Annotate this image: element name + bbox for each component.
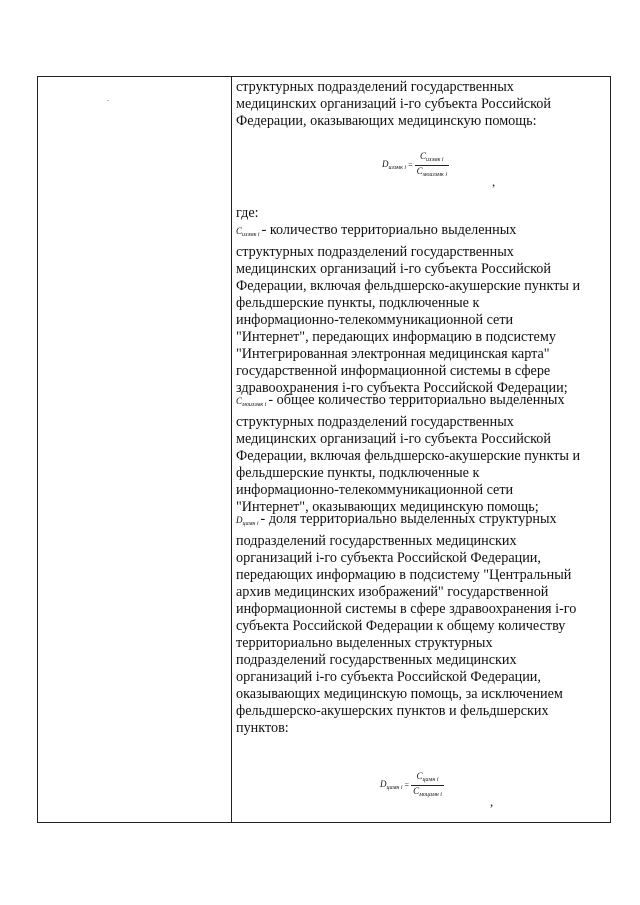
formula-2-denominator: $C_{моцамн i}$ (413, 786, 442, 798)
definition-line: подразделений государственных медицинских (236, 652, 517, 668)
definition-line: структурных подразделений государственных (236, 414, 514, 430)
definition-line: "Интегрированная электронная медицинская карта" (236, 346, 550, 362)
definition-line: фельдшерские пункты, подключенные к (236, 295, 480, 311)
formula-2-fraction (411, 771, 444, 800)
definition-line: медицинских организаций i-го субъекта Российской (236, 431, 551, 447)
where-label: где: (236, 205, 259, 221)
definition-1 (236, 222, 610, 397)
table-left-column (38, 77, 232, 822)
definition-line: "Интернет", передающих информацию в подсистему (236, 329, 556, 345)
intro-line: Федерации, оказывающих медицинскую помощь: (236, 113, 537, 129)
definition-2 (236, 392, 610, 516)
definition-line: архив медицинских изображений" государственной (236, 584, 549, 600)
formula-2-comma: , (490, 794, 494, 809)
formula-1-fraction (415, 151, 449, 180)
definition-line: $C_{изэмк i}$ - количество территориально выделенных (236, 222, 517, 238)
definition-line: Федерации, включая фельдшерско-акушерские пункты и (236, 278, 581, 294)
formula-1-equals: = (408, 160, 413, 170)
definition-line: $C_{моизэмк i}$ - общее количество территориально выделенных (236, 392, 565, 408)
formula-2-numerator: $C_{цамн i}$ (411, 771, 444, 786)
definition-3-symbol: $D_{цамн i}$ (236, 515, 259, 527)
formula-1-comma: , (492, 174, 496, 189)
definition-1-symbol: $C_{изэмк i}$ (236, 226, 260, 238)
definition-line: структурных подразделений государственных (236, 244, 514, 260)
definition-3 (236, 511, 610, 737)
definition-line: пунктов: (236, 720, 289, 736)
intro-paragraph (236, 79, 610, 130)
table-right-column (232, 77, 610, 822)
definition-line: "Интернет", оказывающих медицинскую помощь; (236, 499, 539, 515)
definition-line: передающих информацию в подсистему "Центральный (236, 567, 572, 583)
intro-line: структурных подразделений государственных (236, 79, 514, 95)
formula-2-lhs: $D_{цамн i}$ (380, 779, 403, 792)
formula-1-lhs: $D_{изэмк i}$ (382, 159, 407, 172)
definition-line: территориально выделенных структурных (236, 635, 493, 651)
definition-line: подразделений государственных медицинских (236, 533, 517, 549)
definition-line: организаций i-го субъекта Российской Федерации, (236, 669, 541, 685)
definition-line: организаций i-го субъекта Российской Федерации, (236, 550, 541, 566)
definition-line: $D_{цамн i}$ - доля территориально выделенных структурных (236, 511, 557, 527)
formula-1 (382, 151, 449, 180)
intro-line: медицинских организаций i-го субъекта Российской (236, 96, 551, 112)
definition-line: государственной информационной системы в сфере (236, 363, 551, 379)
definition-line: субъекта Российской Федерации к общему количеству (236, 618, 566, 634)
definition-2-symbol: $C_{моизэмк i}$ (236, 396, 267, 408)
content-table (37, 76, 611, 823)
formula-1-denominator: $C_{моизэмк i}$ (416, 166, 447, 178)
formula-1-numerator: $C_{изэмк i}$ (415, 151, 449, 166)
stray-mark: . (107, 94, 109, 103)
definition-line: информационно-телекоммуникационной сети (236, 312, 514, 328)
definition-line: медицинских организаций i-го субъекта Российской (236, 261, 551, 277)
formula-2 (380, 771, 444, 800)
definition-line: информационно-телекоммуникационной сети (236, 482, 514, 498)
definition-line: фельдшерско-акушерских пунктов и фельдшерских (236, 703, 549, 719)
definition-line: фельдшерские пункты, подключенные к (236, 465, 480, 481)
definition-line: Федерации, включая фельдшерско-акушерские пункты и (236, 448, 581, 464)
formula-2-equals: = (404, 780, 410, 790)
definition-line: информационной системы в сфере здравоохранения i-го (236, 601, 577, 617)
definition-line: оказывающих медицинскую помощь, за исключением (236, 686, 563, 702)
definition-line: здравоохранения i-го субъекта Российской Федерации; (236, 380, 568, 396)
